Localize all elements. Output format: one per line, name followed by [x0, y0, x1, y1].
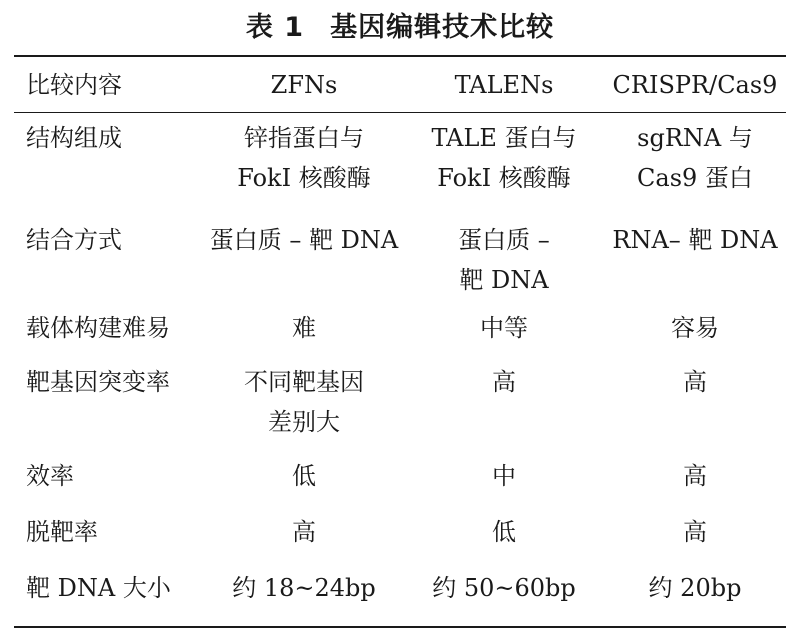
- table-row: [14, 360, 786, 456]
- table-title: 基因编辑技术比较: [330, 12, 555, 43]
- table-row: [14, 308, 786, 360]
- table-cell: 蛋白质 – 靶 DNA: [458, 226, 550, 294]
- table-cell: 高: [683, 462, 707, 490]
- column-header: 比较内容: [26, 70, 122, 99]
- table-cell: 高: [683, 518, 707, 546]
- table-row: [14, 568, 786, 624]
- row-label: 结构组成: [26, 124, 122, 152]
- row-label: 脱靶率: [26, 518, 98, 546]
- table-cell: 低: [492, 518, 516, 546]
- comparison-table: [14, 57, 786, 624]
- table-cell: 容易: [671, 314, 719, 342]
- table-row: [14, 112, 786, 214]
- table-cell: 约 20bp: [648, 574, 742, 602]
- column-header: TALENs: [454, 70, 554, 99]
- table-number: 表 1: [245, 12, 305, 43]
- row-label: 载体构建难易: [26, 314, 170, 342]
- table-row: [14, 512, 786, 568]
- table-cell: 锌指蛋白与 FokI 核酸酶: [237, 124, 371, 192]
- table-cell: 蛋白质 – 靶 DNA: [209, 226, 399, 254]
- table-cell: 难: [292, 314, 316, 342]
- table-cell: 中等: [480, 314, 528, 342]
- table-row: [14, 214, 786, 308]
- table-row: [14, 456, 786, 512]
- column-header: ZFNs: [270, 70, 338, 99]
- table-cell: 不同靶基因 差别大: [244, 368, 364, 436]
- row-label: 靶 DNA 大小: [26, 574, 171, 602]
- table-cell: 约 18~24bp: [232, 574, 376, 602]
- table-caption: [0, 10, 800, 46]
- bottom-rule: [14, 626, 786, 628]
- table-cell: sgRNA 与 Cas9 蛋白: [637, 124, 753, 192]
- table-cell: 高: [292, 518, 316, 546]
- row-label: 靶基因突变率: [26, 368, 170, 396]
- table-cell: 低: [292, 462, 316, 490]
- table-cell: RNA– 靶 DNA: [612, 226, 778, 254]
- table-cell: 高: [683, 368, 707, 396]
- table-cell: 中: [492, 462, 516, 490]
- table-cell: TALE 蛋白与 FokI 核酸酶: [431, 124, 577, 192]
- table-cell: 高: [492, 368, 516, 396]
- row-label: 效率: [26, 462, 74, 490]
- column-header: CRISPR/Cas9: [612, 70, 778, 99]
- header-row: [14, 57, 786, 112]
- table-cell: 约 50~60bp: [432, 574, 576, 602]
- row-label: 结合方式: [26, 226, 122, 254]
